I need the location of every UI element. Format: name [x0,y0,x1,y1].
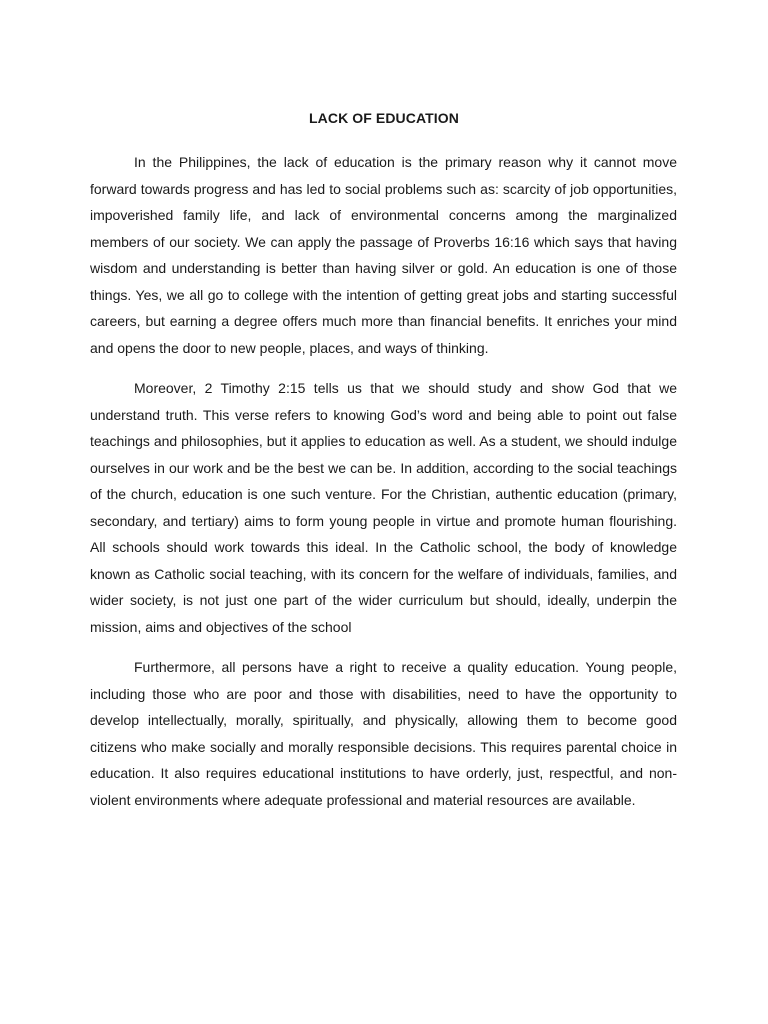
document-title: LACK OF EDUCATION [309,110,459,126]
paragraph-2: Moreover, 2 Timothy 2:15 tells us that we should study and show God that we understand truth. This verse refers to knowing God’s word and being able to point out false teachings and philosophies, but it applies to education as well. As a student, we should indulge ourselves in our work and be the best we can be. In addition, according to the social teachings of the church, education is one such venture. For the Christian, authentic education (primary, secondary, and tertiary) aims to form young people in virtue and promote human flourishing. All schools should work towards this ideal. In the Catholic school, the body of knowledge known as Catholic social teaching, with its concern for the welfare of individuals, families, and wider society, is not just one part of the wider curriculum but should, ideally, underpin the mission, aims and objectives of the school [90,380,677,635]
paragraph-3: Furthermore, all persons have a right to receive a quality education. Young people, including those who are poor and those with disabilities, need to have the opportunity to develop intellectually, morally, spiritually, and physically, allowing them to become good citizens who make socially and morally responsible decisions. This requires parental choice in education. It also requires educational institutions to have orderly, just, respectful, and non-violent environments where adequate professional and material resources are available. [90,659,677,808]
paragraph-1: In the Philippines, the lack of education is the primary reason why it cannot move forward towards progress and has led to social problems such as: scarcity of job opportunities, impoverished family life, and lack of environmental concerns among the marginalized members of our society. We can apply the passage of Proverbs 16:16 which says that having wisdom and understanding is better than having silver or gold. An education is one of those things. Yes, we all go to college with the intention of getting great jobs and starting successful careers, but earning a degree offers much more than financial benefits. It enriches your mind and opens the door to new people, places, and ways of thinking. [90,154,677,356]
document-body [90,149,677,827]
